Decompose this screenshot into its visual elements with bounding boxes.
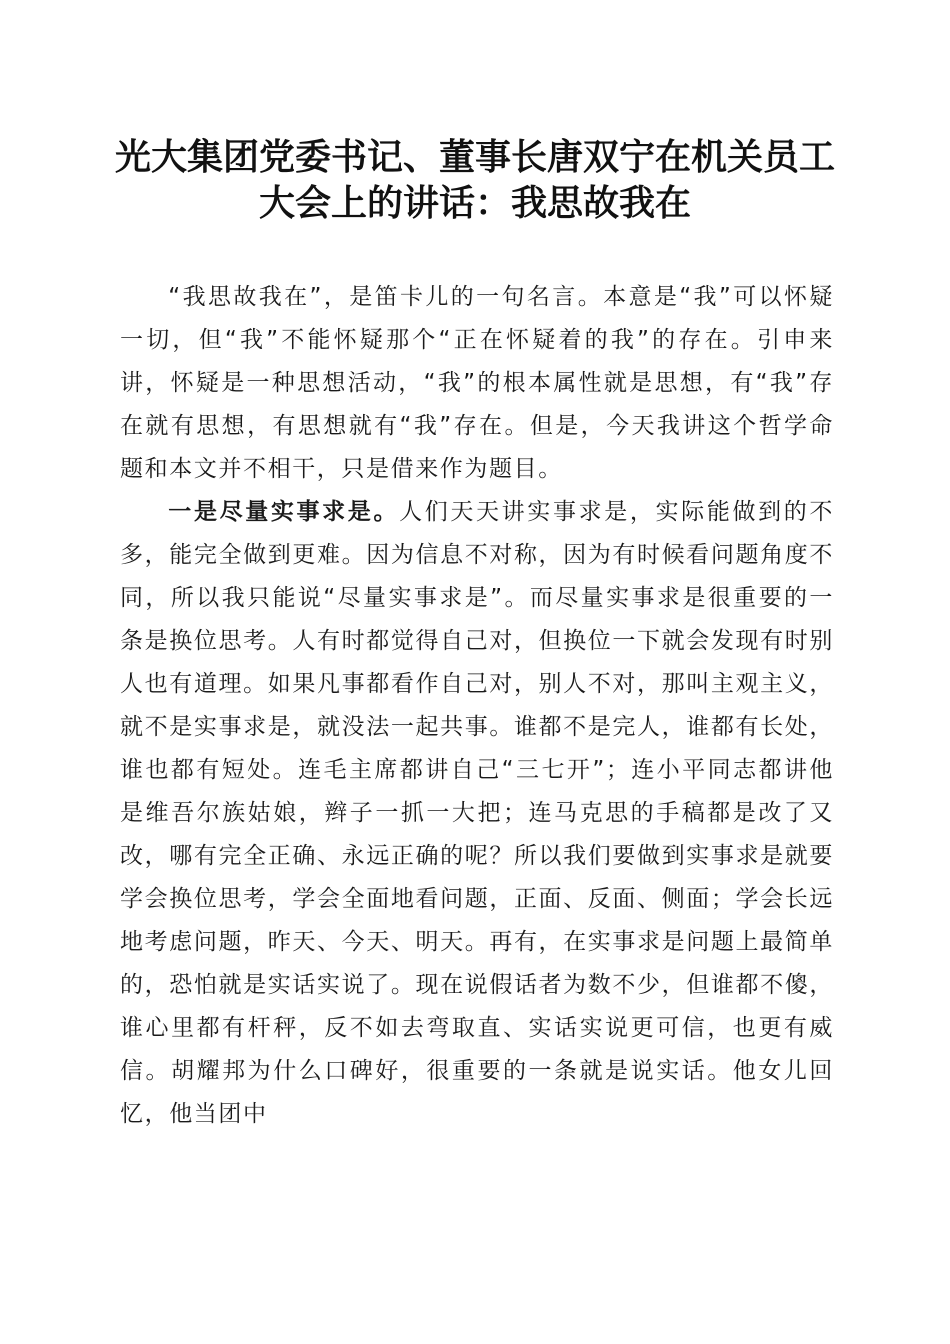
title-line-1: 光大集团党委书记、董事长唐双宁在机关员工 [114, 136, 835, 178]
title-line-2: 大会上的讲话：我思故我在 [258, 182, 691, 224]
paragraph-lead: 一是尽量实事求是。 [168, 499, 400, 525]
paragraph-text: 人们天天讲实事求是，实际能做到的不多，能完全做到更难。因为信息不对称，因为有时候看问题角度不同，所以我只能说“尽量实事求是”。而尽量实事求是很重要的一条是换位思考。人有时都觉得自己对，但换位一下就会发现有时别人也有道理。如果凡事都看作自己对，别人不对，那叫主观主义，就不是实事求是，就没法一起共事。谁都不是完人，谁都有长处，谁也都有短处。连毛主席都讲自己“三七开”；连小平同志都讲他是维吾尔族姑娘，辫子一抓一大把；连马克思的手稿都是改了又改，哪有完全正确、永远正确的呢？所以我们要做到实事求是就要学会换位思考，学会全面地看问题，正面、反面、侧面；学会长远地考虑问题，昨天、今天、明天。再有，在实事求是问题上最简单的，恐怕就是实话实说了。现在说假话者为数不少，但谁都不傻，谁心里都有杆秤，反不如去弯取直、实话实说更可信，也更有威信。胡耀邦为什么口碑好，很重要的一条就是说实话。他女儿回忆，他当团中 [120, 499, 834, 1127]
document-body [120, 276, 834, 1136]
paragraph-intro [120, 276, 834, 491]
paragraph-text: “我思故我在”，是笛卡儿的一句名言。本意是“我”可以怀疑一切，但“我”不能怀疑那个“正在怀疑着的我”的存在。引申来讲，怀疑是一种思想活动，“我”的根本属性就是思想，有“我”存在就有思想，有思想就有“我”存在。但是，今天我讲这个哲学命题和本文并不相干，只是借来作为题目。 [120, 284, 834, 482]
paragraph-point-one [120, 491, 834, 1136]
document-title [100, 134, 850, 226]
